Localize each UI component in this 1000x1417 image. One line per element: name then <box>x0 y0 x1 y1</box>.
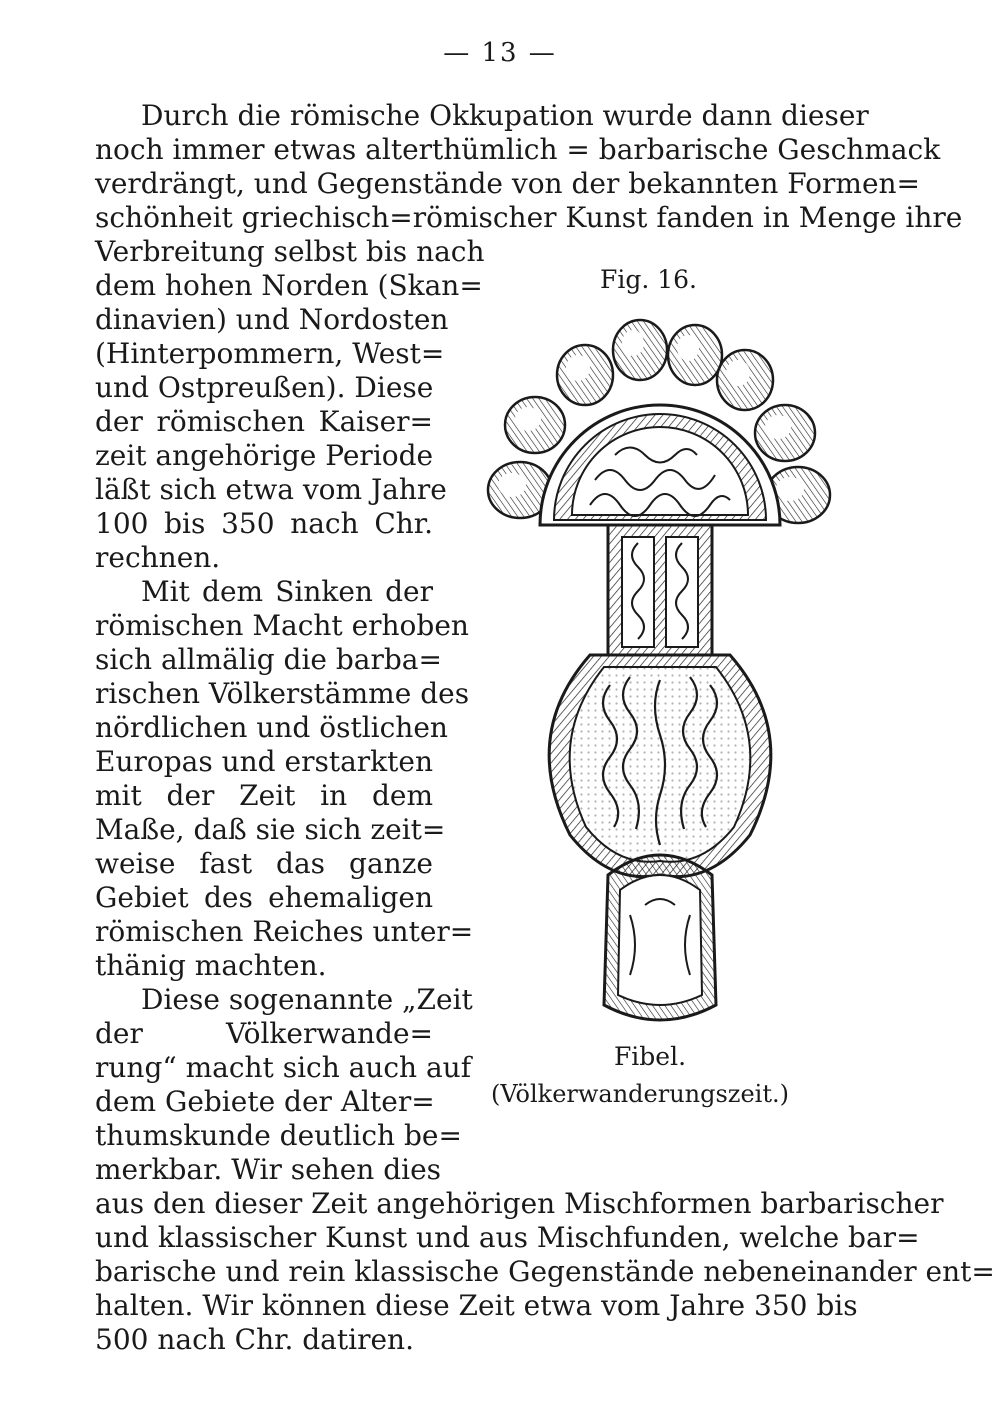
text-line: aus den dieser Zeit angehörigen Mischformen barbarischer <box>95 1187 944 1220</box>
text-line: und klassischer Kunst und aus Mischfunden, welche bar= <box>95 1221 920 1254</box>
text-line: barische und rein klassische Gegenstände nebeneinander ent= <box>95 1255 995 1288</box>
text-line: dem Gebiete der Alter= <box>95 1085 435 1118</box>
figure-label: Fig. 16. <box>600 265 697 294</box>
text-line: 100 bis 350 nach Chr. <box>95 507 433 540</box>
text-line: verdrängt, und Gegenstände von der bekannten Formen= <box>95 167 921 200</box>
text-line: läßt sich etwa vom Jahre <box>95 473 447 506</box>
text-line: Maße, daß sie sich zeit= <box>95 813 446 846</box>
text-line: Diese sogenannte „Zeit <box>141 983 473 1016</box>
text-line: weise fast das ganze <box>95 847 433 880</box>
figure-caption-subtitle: (Völkerwanderungszeit.) <box>491 1080 789 1108</box>
text-line: schönheit griechisch=römischer Kunst fanden in Menge ihre <box>95 201 963 234</box>
text-line: dem hohen Norden (Skan= <box>95 269 483 302</box>
text-line: noch immer etwas alterthümlich = barbarische Geschmack <box>95 133 941 166</box>
text-line: sich allmälig die barba= <box>95 643 442 676</box>
text-line: römischen Reiches unter= <box>95 915 474 948</box>
text-line: (Hinterpommern, West= <box>95 337 445 370</box>
text-line: römischen Macht erhoben <box>95 609 469 642</box>
text-line: rung“ macht sich auch auf <box>95 1051 472 1084</box>
text-line: nördlichen und östlichen <box>95 711 448 744</box>
text-line: zeit angehörige Periode <box>95 439 434 472</box>
text-line: halten. Wir können diese Zeit etwa vom Jahre 350 bis <box>95 1289 858 1322</box>
text-line: und Ostpreußen). Diese <box>95 371 434 404</box>
text-line: Europas und erstarkten <box>95 745 433 778</box>
text-line: Gebiet des ehemaligen <box>95 881 433 914</box>
text-line: Verbreitung selbst bis nach <box>95 235 485 268</box>
text-line: thänig machten. <box>95 949 327 982</box>
text-line: thumskunde deutlich be= <box>95 1119 462 1152</box>
figure-caption-title: Fibel. <box>613 1042 687 1071</box>
text-line: der Völkerwande= <box>95 1017 433 1050</box>
text-line: der römischen Kaiser= <box>95 405 433 438</box>
text-line: rischen Völkerstämme des <box>95 677 470 710</box>
text-line: Durch die römische Okkupation wurde dann dieser <box>141 99 869 132</box>
fibula-illustration <box>480 315 840 1035</box>
text-line: rechnen. <box>95 541 221 574</box>
text-line: dinavien) und Nordosten <box>95 303 449 336</box>
page-number: — 13 — <box>443 38 557 68</box>
text-line: merkbar. Wir sehen dies <box>95 1153 442 1186</box>
text-line: Mit dem Sinken der <box>141 575 433 608</box>
text-line: mit der Zeit in dem <box>95 779 433 812</box>
text-line: 500 nach Chr. datiren. <box>95 1323 414 1356</box>
